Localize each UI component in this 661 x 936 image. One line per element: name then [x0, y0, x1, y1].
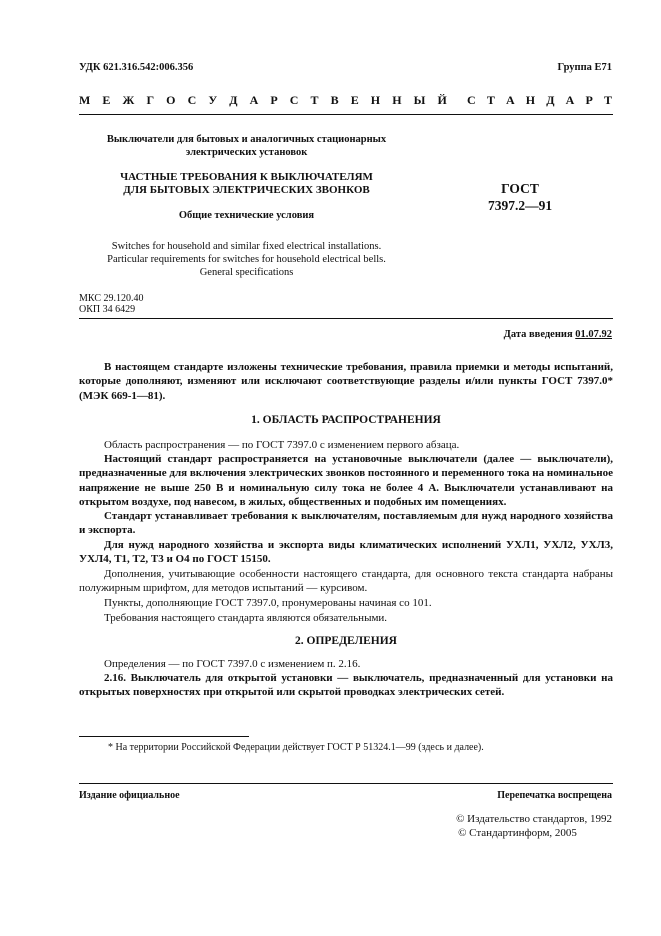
introduction-date-label: Дата введения: [503, 329, 576, 340]
s1-paragraph-typography: Дополнения, учитывающие особенности настоящего стандарта, для основного текста стандарта набраны полужирным шрифтом, для методов испытаний — курсивом.: [79, 568, 613, 595]
section-2-title: 2. ОПРЕДЕЛЕНИЯ: [295, 635, 397, 647]
heading-letter: А: [249, 93, 259, 107]
title-main-line2: ДЛЯ БЫТОВЫХ ЭЛЕКТРИЧЕСКИХ ЗВОНКОВ: [123, 184, 370, 196]
title-english-line2: Particular requirements for switches for household electrical bells.: [107, 254, 386, 265]
heading-letter: О: [166, 93, 176, 107]
codes-divider: [79, 318, 613, 319]
gost-label: ГОСТ: [501, 181, 539, 196]
heading-letter: С: [187, 93, 197, 107]
heading-letter: М: [79, 93, 91, 107]
copyright-2005: © Стандартинформ, 2005: [458, 827, 577, 839]
copyright-block: [456, 812, 612, 840]
heading-letter: Й: [437, 93, 447, 107]
heading-letter: С: [289, 93, 299, 107]
footnote-rule: [79, 736, 249, 737]
title-english-line1: Switches for household and similar fixed electrical installations.: [111, 241, 382, 252]
heading-letter: Т: [486, 93, 495, 107]
heading-letter: Д: [229, 93, 238, 107]
introduction-date: [504, 329, 612, 340]
heading-letter: А: [565, 93, 575, 107]
heading-letter: А: [505, 93, 515, 107]
title-english: [79, 240, 414, 279]
heading-letter: Д: [546, 93, 555, 107]
mks-code: МКС 29.120.40: [79, 293, 144, 304]
title-main-line1: ЧАСТНЫЕ ТРЕБОВАНИЯ К ВЫКЛЮЧАТЕЛЯМ: [120, 171, 373, 183]
official-edition: Издание официальное: [79, 790, 180, 801]
heading-letter: У: [208, 93, 218, 107]
footer-divider: [79, 783, 613, 784]
reprint-prohibited: Перепечатка воспрещена: [497, 790, 612, 801]
gost-designation: [470, 180, 570, 214]
heading-letter: Т: [310, 93, 319, 107]
classification-codes: [79, 293, 143, 315]
s1-paragraph-numbering: Пункты, дополняющие ГОСТ 7397.0, пронумерованы начиная со 101.: [104, 597, 432, 609]
heading-word-interstate: [79, 93, 447, 108]
s1-paragraph-applicability: Настоящий стандарт распространяется на установочные выключатели (далее — выключатели), предназначенные для включения электрических звонков постоянного и переменного тока на номинальное напряжение не выше 250 В и номинальную силу тока не более 4 А. Выключатели устанавливают на открытом воздухе, под навесом, в жилых, общественных и подобных им помещениях.: [79, 453, 613, 508]
heading-letter: Ы: [413, 93, 426, 107]
heading-word-standard: [467, 93, 612, 108]
heading-letter: С: [467, 93, 476, 107]
title-category-line2: электрических установок: [185, 147, 308, 158]
heading-letter: В: [330, 93, 339, 107]
introduction-date-value: 01.07.92: [575, 329, 612, 340]
title-general-spec: Общие технические условия: [178, 210, 315, 221]
heading-letter: Р: [585, 93, 593, 107]
section-1-title: 1. ОБЛАСТЬ РАСПРОСТРАНЕНИЯ: [251, 414, 441, 426]
intro-paragraph: В настоящем стандарте изложены технические требования, правила приемки и методы испытаний, которые дополняют, изменяют или исключают соответствующие разделы и/или пункты ГОСТ 7397.0* (МЭК 669-1—81).: [79, 361, 613, 402]
heading-letter: Р: [270, 93, 278, 107]
s1-paragraph-supply: Стандарт устанавливает требования к выключателям, поставляемым для нужд народного хозяйства и экспорта.: [79, 510, 613, 537]
heading-letter: Ж: [122, 93, 135, 107]
heading-letter: Т: [603, 93, 612, 107]
title-category: [79, 133, 414, 159]
heading-letter: Е: [350, 93, 359, 107]
title-english-line3: General specifications: [199, 267, 294, 278]
gost-number: 7397.2—91: [487, 198, 553, 213]
heading-letter: Н: [370, 93, 381, 107]
okp-code: ОКП 34 6429: [79, 304, 136, 315]
group-code: Группа Е71: [557, 62, 612, 73]
s2-paragraph-definitions: Определения — по ГОСТ 7397.0 с изменением п. 2.16.: [104, 658, 361, 670]
header-divider: [79, 114, 613, 115]
s2-paragraph-2-16: 2.16. Выключатель для открытой установки — выключатель, предназначенный для установки на открытых поверхностях при открытой или скрытой проводках электрических сетей.: [79, 672, 613, 699]
heading-letter: Е: [102, 93, 111, 107]
udk-code: УДК 621.316.542:006.356: [79, 62, 194, 73]
s1-paragraph-scope: Область распространения — по ГОСТ 7397.0 с изменением первого абзаца.: [104, 439, 460, 451]
heading-letter: Н: [392, 93, 402, 107]
title-main: [79, 171, 414, 197]
s1-paragraph-climate: Для нужд народного хозяйства и экспорта виды климатических исполнений УХЛ1, УХЛ2, УХЛ3, УХЛ4, Т1, Т2, Т3 и О4 по ГОСТ 15150.: [79, 539, 613, 566]
heading-letter: Н: [525, 93, 536, 107]
standard-type-heading: [79, 93, 612, 108]
s1-paragraph-mandatory: Требования настоящего стандарта являются обязательными.: [104, 612, 388, 624]
title-category-line1: Выключатели для бытовых и аналогичных стационарных: [106, 134, 387, 145]
footnote: * На территории Российской Федерации действует ГОСТ Р 51324.1—99 (здесь и далее).: [108, 742, 484, 753]
heading-letter: Г: [146, 93, 155, 107]
copyright-1992: © Издательство стандартов, 1992: [456, 813, 612, 825]
